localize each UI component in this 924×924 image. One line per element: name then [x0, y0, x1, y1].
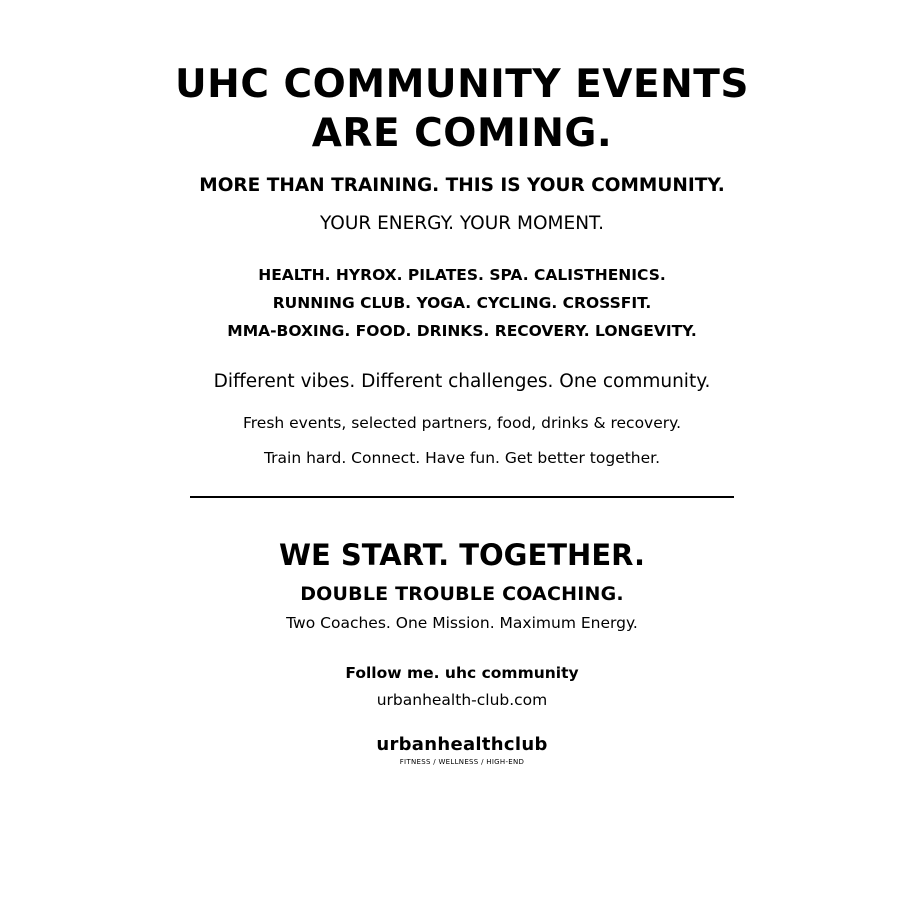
- coaching-title: DOUBLE TROUBLE COACHING.: [300, 583, 624, 605]
- subheadline: MORE THAN TRAINING. THIS IS YOUR COMMUNITY.: [199, 175, 725, 196]
- section-divider: [190, 496, 734, 498]
- website-link[interactable]: urbanhealth-club.com: [376, 691, 548, 709]
- train-hard-text: Train hard. Connect. Have fun. Get better together.: [263, 449, 661, 467]
- activities-line-2: RUNNING CLUB. YOGA. CYCLING. CROSSFIT.: [272, 294, 652, 312]
- headline-line-1: UHC COMMUNITY EVENTS: [175, 62, 749, 107]
- brand-logo: urbanhealthclub: [376, 734, 548, 755]
- tagline: YOUR ENERGY. YOUR MOMENT.: [319, 213, 605, 234]
- follow-text: Follow me. uhc community: [345, 664, 579, 682]
- headline-line-2: ARE COMING.: [311, 111, 613, 156]
- fresh-events-text: Fresh events, selected partners, food, drinks & recovery.: [242, 414, 682, 432]
- vibes-text: Different vibes. Different challenges. One community.: [213, 371, 711, 392]
- brand-tagline: FITNESS / WELLNESS / HIGH-END: [399, 758, 525, 766]
- coaching-description: Two Coaches. One Mission. Maximum Energy.: [286, 614, 638, 632]
- start-title: WE START. TOGETHER.: [278, 538, 646, 572]
- activities-line-3: MMA-BOXING. FOOD. DRINKS. RECOVERY. LONGEVITY.: [227, 322, 697, 340]
- activities-line-1: HEALTH. HYROX. PILATES. SPA. CALISTHENICS.: [258, 266, 666, 284]
